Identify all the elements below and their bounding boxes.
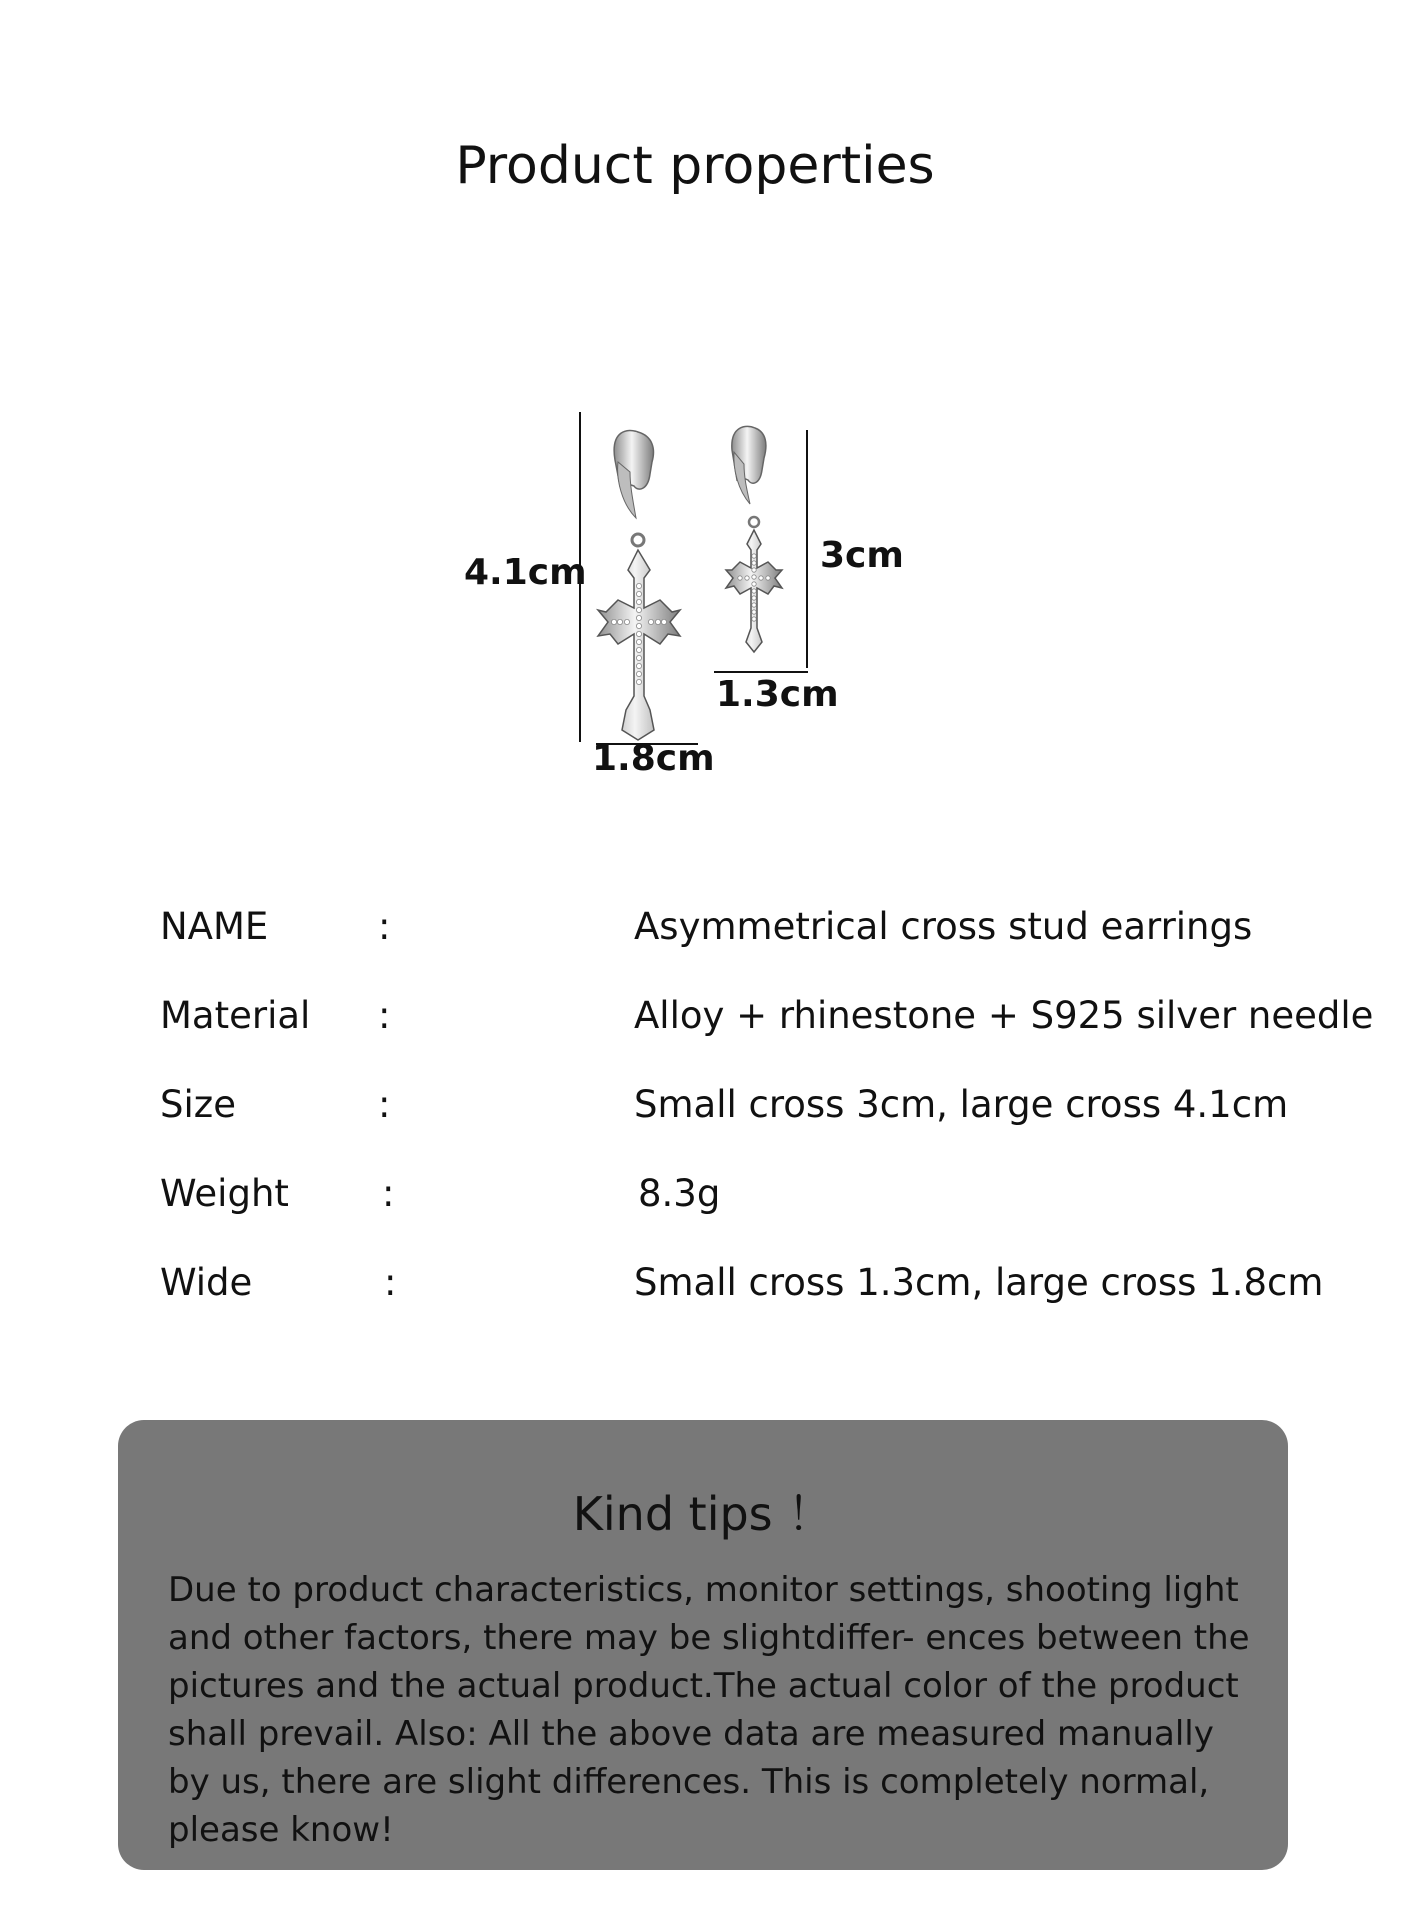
property-row-name [160, 905, 1360, 994]
large-width-label: 1.8cm [592, 738, 715, 779]
kind-tips-text: Due to product characteristics, monitor settings, shooting light and other factors, there may be slightdiffer- ences between the pictures and the actual product.The actual color of the product shall prevail. Also: All the above data are measured manually by us, there are slight differences. This is completely normal, please know! [168, 1570, 1250, 1850]
property-key: Material [160, 994, 311, 1037]
property-row-material [160, 994, 1374, 1083]
product-figure [450, 400, 970, 800]
property-value: Asymmetrical cross stud earrings [634, 905, 1253, 948]
property-key: NAME [160, 905, 269, 948]
property-row-size [160, 1083, 1360, 1172]
large-earring [598, 430, 680, 740]
property-value: Alloy + rhinestone + S925 silver needle [634, 994, 1374, 1037]
property-row-weight [160, 1172, 1360, 1261]
property-value: Small cross 3cm, large cross 4.1cm [634, 1083, 1289, 1126]
property-row-wide [160, 1261, 1360, 1350]
small-earring [726, 426, 782, 652]
page-title: Product properties [455, 136, 935, 196]
small-width-label: 1.3cm [716, 674, 839, 715]
kind-tips-title: Kind tips ！ [572, 1487, 834, 1541]
property-colon: : [378, 1083, 391, 1126]
property-colon: : [382, 1172, 395, 1215]
property-key: Wide [160, 1261, 253, 1304]
property-value: 8.3g [638, 1172, 721, 1215]
large-height-label: 4.1cm [464, 552, 587, 593]
properties-table [160, 905, 1374, 1350]
property-key: Size [160, 1083, 236, 1126]
small-height-label: 3cm [820, 535, 904, 576]
property-colon: : [378, 905, 391, 948]
property-colon: : [384, 1261, 397, 1304]
kind-tips-box [118, 1420, 1288, 1870]
property-key: Weight [160, 1172, 289, 1215]
property-colon: : [378, 994, 391, 1037]
property-value: Small cross 1.3cm, large cross 1.8cm [634, 1261, 1324, 1304]
